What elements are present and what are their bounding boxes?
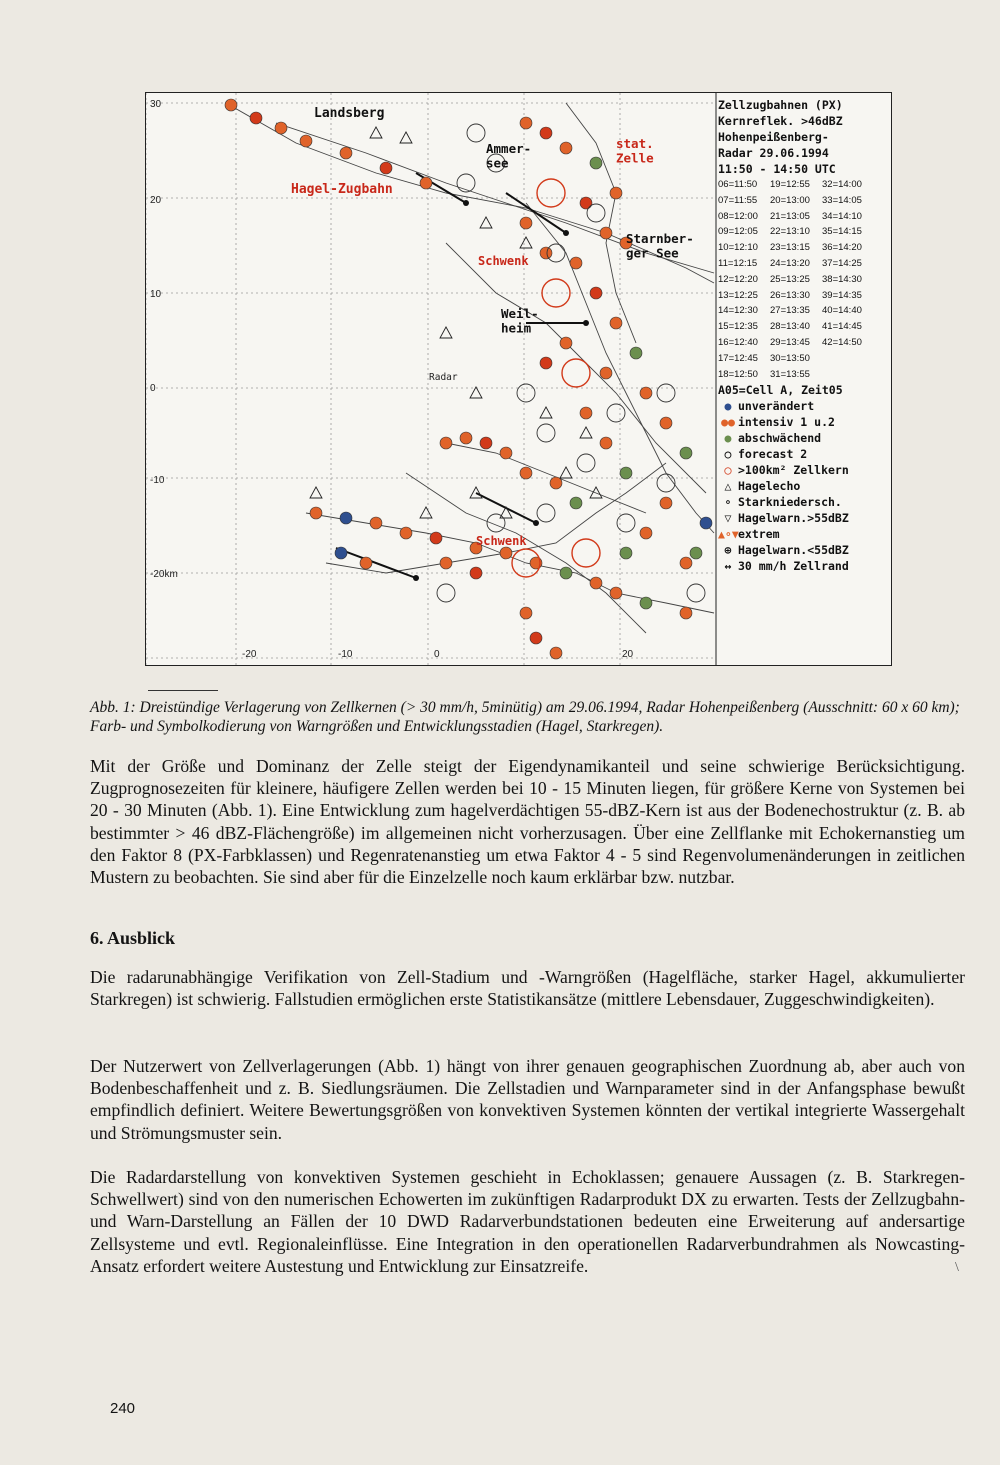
legend-symbol-icon: ● — [724, 431, 732, 446]
legend-symbol-item — [718, 494, 890, 510]
cell-core-dot — [440, 437, 452, 449]
cell-core-dot — [400, 527, 412, 539]
legend-time-cell: 31=13:55 — [770, 368, 810, 380]
y-tick-label: -20km — [150, 569, 178, 580]
forecast-circle — [577, 454, 595, 472]
forecast-circle — [437, 584, 455, 602]
legend-time-cell: 21=13:05 — [770, 210, 810, 222]
forecast-circle — [587, 204, 605, 222]
legend-time-cell: 28=13:40 — [770, 321, 810, 333]
cell-core-dot — [680, 447, 692, 459]
cell-core-dot — [610, 317, 622, 329]
legend-symbol-icon: △ — [724, 479, 732, 494]
direction-arrowhead — [563, 230, 569, 236]
cell-core-dot — [340, 512, 352, 524]
legend-header — [718, 97, 890, 177]
legend-time-cell: 26=13:30 — [770, 289, 810, 301]
cell-core-dot — [630, 347, 642, 359]
cell-core-dot — [335, 547, 347, 559]
cell-core-dot — [540, 247, 552, 259]
cell-core-dot — [570, 257, 582, 269]
map-place-label-line: see — [486, 155, 509, 171]
legend-symbol-item — [718, 526, 890, 542]
legend-header-line: Radar 29.06.1994 — [718, 146, 829, 160]
cell-core-dot — [700, 517, 712, 529]
legend-time-cell: 15=12:35 — [718, 321, 758, 333]
legend-time-cell: 13=12:25 — [718, 289, 758, 301]
cell-core-dot — [560, 567, 572, 579]
hail-echo-triangle — [540, 407, 552, 418]
legend-time-cell — [822, 351, 874, 367]
legend-time-cell: 22=13:10 — [770, 226, 810, 238]
legend-time-cell: 08=12:00 — [718, 210, 758, 222]
forecast-circle — [537, 504, 555, 522]
legend-time-cell: 39=14:35 — [822, 289, 862, 301]
legend-symbol-item — [718, 558, 890, 574]
cell-core-dot — [590, 157, 602, 169]
hail-echo-triangle — [440, 327, 452, 338]
hail-echo-triangle — [520, 237, 532, 248]
paragraph-1: Mit der Größe und Dominanz der Zelle steigt der Eigendynamikanteil und seine schwierige Berücksichtigung. Zugprognosezeiten für kleinere, häufigere Zellen werden bei 10 - 15 Minuten liegen, für größere Kerne von Systemen bei 20 - 30 Minuten (Abb. 1). Eine Entwicklung zum hagelverdächtigen 55-dBZ-Kern ist aus der Bodenechostruktur (z. B. ab bestimmter > 46 dBZ-Flächengröße) im allgemeinen nicht vorherzusagen. Über eine Zellflanke mit Echokernanstieg um den Faktor 8 (PX-Farbklassen) und Regenratenanstieg um etwa Faktor 4 - 5 sind Regenvolumenänderungen in zeitlichen Mustern zu beobachten. Sie sind aber für die Einzelzelle noch kaum erklärbar bzw. nutzbar. — [90, 756, 965, 888]
map-place-label — [314, 106, 384, 121]
cell-core-dot — [275, 122, 287, 134]
cell-core-dot — [660, 497, 672, 509]
direction-arrowhead — [413, 575, 419, 581]
cell-track-line — [446, 243, 706, 493]
section-heading: 6. Ausblick — [90, 928, 176, 948]
cell-core-dot — [480, 437, 492, 449]
map-place-label-line: stat. — [616, 136, 654, 151]
legend-header-line: 11:50 - 14:50 UTC — [718, 162, 836, 176]
cell-core-dot — [590, 577, 602, 589]
legend-time-row — [718, 240, 890, 256]
large-core-ring — [537, 179, 565, 207]
legend-time-cell: 36=14:20 — [822, 242, 862, 254]
legend-symbol-icon: ⊕ — [724, 543, 732, 558]
legend-symbol-label: >100km² Zellkern — [738, 463, 849, 478]
legend-header-line: Zellzugbahnen (PX) — [718, 98, 843, 112]
hail-echo-triangle — [590, 487, 602, 498]
forecast-circle — [687, 584, 705, 602]
legend-symbol-item — [718, 414, 890, 430]
forecast-circle — [467, 124, 485, 142]
map-place-label-line: Schwenk — [478, 254, 529, 268]
hail-echo-triangle — [480, 217, 492, 228]
map-place-label-line: Ammer- — [486, 141, 532, 156]
legend-symbol-icon: ▲∘▼ — [718, 527, 739, 542]
legend-time-row — [718, 193, 890, 209]
legend-symbol-label: Hagelwarn.<55dBZ — [738, 543, 849, 558]
map-place-label-line: Radar — [429, 372, 458, 383]
legend-time-cell: 20=13:00 — [770, 194, 810, 206]
map-place-label — [486, 141, 531, 171]
cell-core-dot — [300, 135, 312, 147]
cell-core-dot — [520, 117, 532, 129]
cell-core-dot — [420, 177, 432, 189]
cell-core-dot — [520, 607, 532, 619]
cell-core-dot — [610, 187, 622, 199]
direction-arrow — [476, 493, 536, 523]
hail-echo-triangle — [470, 387, 482, 398]
cell-core-dot — [550, 647, 562, 659]
cell-core-dot — [580, 407, 592, 419]
hail-echo-triangle — [310, 487, 322, 498]
legend-time-row — [718, 319, 890, 335]
forecast-circle — [657, 384, 675, 402]
legend-symbol-item — [718, 462, 890, 478]
cell-core-dot — [370, 517, 382, 529]
hail-echo-triangle — [580, 427, 592, 438]
legend-time-cell: 19=12:55 — [770, 179, 810, 190]
direction-arrowhead — [463, 200, 469, 206]
legend-time-cell: 24=13:20 — [770, 257, 810, 269]
cell-core-dot — [530, 632, 542, 644]
cell-core-dot — [680, 607, 692, 619]
cell-track-figure — [145, 92, 892, 666]
legend-time-cell — [822, 367, 874, 383]
legend-symbol-item — [718, 430, 890, 446]
cell-core-dot — [570, 497, 582, 509]
legend-symbol-label: Hagelwarn.>55dBZ — [738, 511, 849, 526]
cell-core-dot — [470, 567, 482, 579]
map-place-label — [626, 231, 694, 261]
cell-core-dot — [690, 547, 702, 559]
legend-time-cell: 33=14:05 — [822, 194, 862, 206]
forecast-circle — [487, 514, 505, 532]
map-place-label-line: ger See — [626, 245, 679, 261]
cell-core-dot — [340, 147, 352, 159]
cell-core-dot — [500, 447, 512, 459]
legend-time-row — [718, 303, 890, 319]
cell-core-dot — [540, 127, 552, 139]
legend-symbol-label: Starkniedersch. — [738, 495, 842, 510]
legend-time-cell: 07=11:55 — [718, 194, 758, 206]
y-tick-label: 10 — [150, 289, 162, 300]
y-tick-label: 20 — [150, 195, 162, 206]
legend-symbol-item — [718, 398, 890, 414]
forecast-circle — [517, 384, 535, 402]
map-place-label-line: Landsberg — [314, 106, 385, 121]
cell-core-dot — [360, 557, 372, 569]
cell-core-dot — [500, 547, 512, 559]
legend-symbol-icon: ↔ — [724, 559, 732, 574]
cell-core-dot — [310, 507, 322, 519]
legend-header-line: Hohenpeißenberg- — [718, 130, 829, 144]
map-place-label — [429, 372, 458, 383]
large-core-ring — [572, 539, 600, 567]
legend-time-cell: 41=14:45 — [822, 321, 862, 333]
legend-time-cell: 12=12:20 — [718, 273, 758, 285]
y-tick-label: 0 — [150, 383, 156, 394]
legend-time-cell: 23=13:15 — [770, 242, 810, 254]
paragraph-2: Die radarunabhängige Verifikation von Zell-Stadium und -Warngrößen (Hagelfläche, starker Hagel, akkumulierter Starkregen) ist schwierig. Fallstudien ermöglichen erste Statistikansätze (mittlere Lebensdauer, Zuggeschwindigkeiten). — [90, 967, 965, 1010]
legend-symbol-item — [718, 478, 890, 494]
cell-core-dot — [620, 467, 632, 479]
x-tick-label: 0 — [434, 649, 440, 660]
map-place-label — [501, 306, 539, 336]
legend-symbol-label: extrem — [738, 527, 780, 542]
cell-core-dot — [520, 217, 532, 229]
legend-time-cell: 11=12:15 — [718, 257, 758, 269]
y-tick-label: 30 — [150, 99, 162, 110]
cell-core-dot — [520, 467, 532, 479]
cell-core-dot — [460, 432, 472, 444]
cell-core-dot — [640, 597, 652, 609]
legend-symbol-label: forecast 2 — [738, 447, 808, 462]
legend-time-cell: 27=13:35 — [770, 305, 810, 317]
legend-time-cell: 30=13:50 — [770, 352, 810, 364]
legend-symbol-list — [718, 398, 890, 574]
map-place-label-line: heim — [501, 320, 532, 336]
legend-symbol-icon: ○ — [724, 447, 732, 462]
legend-time-cell: 40=14:40 — [822, 305, 862, 317]
large-core-ring — [562, 359, 590, 387]
direction-arrowhead — [533, 520, 539, 526]
cell-core-dot — [600, 437, 612, 449]
cell-core-dot — [600, 367, 612, 379]
legend-time-cell: 42=14:50 — [822, 336, 862, 348]
legend-time-cell: 38=14:30 — [822, 273, 862, 285]
legend-time-row — [718, 351, 890, 367]
legend-symbol-label: unverändert — [738, 399, 815, 414]
map-place-label-line: Weil- — [501, 306, 539, 321]
cell-core-dot — [225, 99, 237, 111]
legend-time-cell: 09=12:05 — [718, 226, 758, 238]
legend-symbol-icon: ▽ — [724, 511, 732, 526]
hail-echo-triangle — [400, 132, 412, 143]
cell-core-dot — [660, 417, 672, 429]
caption-rule — [148, 690, 218, 691]
legend-time-row — [718, 272, 890, 288]
legend-time-cell: 35=14:15 — [822, 226, 862, 238]
forecast-circle — [607, 404, 625, 422]
x-tick-label: -20 — [242, 649, 257, 660]
direction-arrow — [336, 548, 416, 578]
legend-symbol-icon: ●● — [721, 415, 735, 430]
legend-time-row — [718, 209, 890, 225]
legend-time-cell: 14=12:30 — [718, 305, 758, 317]
legend-time-cell: 32=14:00 — [822, 179, 862, 190]
x-tick-label: -10 — [338, 649, 353, 660]
cell-core-dot — [550, 477, 562, 489]
legend-time-row — [718, 224, 890, 240]
cell-core-dot — [580, 197, 592, 209]
legend-time-cell: 18=12:50 — [718, 368, 758, 380]
legend-symbol-icon: ● — [724, 399, 732, 414]
legend-time-cell: 16=12:40 — [718, 336, 758, 348]
cell-core-dot — [680, 557, 692, 569]
cell-core-dot — [560, 337, 572, 349]
cell-core-dot — [560, 142, 572, 154]
cell-core-dot — [430, 532, 442, 544]
map-place-label — [478, 254, 529, 268]
paragraph-4: Die Radardarstellung von konvektiven Systemen geschieht in Echoklassen; genauere Aussagen (z. B. Starkregen-Schwellwert) sind von den numerischen Echowerten im zukünftigen Radarprodukt DX zu erwarten. Tests der Zellzugbahn- und Warn-Darstellung an Fällen der 10 DWD Radarverbundstationen bedeuten eine Erweiterung auf andersartige Zellsysteme und evtl. Regionaleinflüsse. Eine Integration in den operationellen Radarverbundrahmen als Nowcasting-Ansatz erfordert weitere Austestung und Entwicklung zur Einsatzreife. — [90, 1167, 965, 1276]
legend-time-cell: 17=12:45 — [718, 352, 758, 364]
legend-symbol-label: intensiv 1 u.2 — [738, 415, 835, 430]
cell-core-dot — [600, 227, 612, 239]
map-place-label-line: Zelle — [616, 150, 654, 166]
direction-arrowhead — [583, 320, 589, 326]
cell-core-dot — [640, 527, 652, 539]
page-number: 240 — [110, 1400, 136, 1417]
cell-core-dot — [540, 357, 552, 369]
legend-symbol-item — [718, 446, 890, 462]
legend-symbol-label: 30 mm/h Zellrand — [738, 559, 849, 574]
cell-core-dot — [380, 162, 392, 174]
legend-symbol-item — [718, 542, 890, 558]
y-tick-label: -10 — [150, 475, 165, 486]
legend-time-row — [718, 256, 890, 272]
forecast-circle — [657, 474, 675, 492]
hail-echo-triangle — [560, 467, 572, 478]
legend-time-table — [718, 177, 890, 382]
legend-time-row — [718, 177, 890, 193]
legend-symbol-icon: ∘ — [724, 495, 732, 510]
legend-symbol-label: abschwächend — [738, 431, 822, 446]
hail-echo-triangle — [420, 507, 432, 518]
legend-time-cell: 29=13:45 — [770, 336, 810, 348]
legend-time-row — [718, 367, 890, 383]
map-place-label-line: Starnber- — [626, 231, 694, 246]
cell-core-dot — [620, 547, 632, 559]
figure-caption: Abb. 1: Dreistündige Verlagerung von Zellkernen (> 30 mm/h, 5minütig) am 29.06.1994, Radar Hohenpeißenberg (Ausschnitt: 60 x 60 km); Farb- und Symbolkodierung von Warngrößen und Entwicklungsstadien (Hagel, Starkregen). — [90, 699, 960, 735]
cell-core-dot — [610, 587, 622, 599]
legend-symbol-icon: ◯ — [724, 463, 732, 478]
legend-time-cell: 25=13:25 — [770, 273, 810, 285]
map-place-label-line: Schwenk — [476, 534, 527, 548]
legend-time-row — [718, 335, 890, 351]
cell-core-dot — [640, 387, 652, 399]
paragraph-3: Der Nutzerwert von Zellverlagerungen (Abb. 1) hängt von ihrer genauen geographischen Zuordnung ab, aber auch von Bodenbeschaffenheit und z. B. Siedlungsräumen. Die Zellstadien und Warnparameter sind in der Anfangsphase bewußt empfindlich definiert. Weitere Bewertungsgrößen von konvektiven Systemen könnten der vertikal integrierte Wassergehalt und Strömungsmuster sein. — [90, 1056, 965, 1143]
cell-core-dot — [440, 557, 452, 569]
map-place-label — [616, 136, 654, 166]
hail-echo-triangle — [370, 127, 382, 138]
legend-time-cell: 10=12:10 — [718, 242, 758, 254]
hail-echo-triangle — [470, 487, 482, 498]
figure-legend — [718, 97, 890, 574]
direction-arrow — [506, 193, 566, 233]
map-place-label — [291, 182, 393, 197]
legend-cell-line: A05=Cell A, Zeit05 — [718, 383, 843, 398]
legend-time-cell: 34=14:10 — [822, 210, 862, 222]
cell-core-dot — [250, 112, 262, 124]
legend-time-row — [718, 288, 890, 304]
margin-mark: \ — [955, 1260, 959, 1275]
map-place-label — [476, 534, 527, 548]
cell-core-dot — [590, 287, 602, 299]
legend-time-cell: 06=11:50 — [718, 179, 758, 190]
legend-symbol-item — [718, 510, 890, 526]
legend-time-cell: 37=14:25 — [822, 257, 862, 269]
legend-header-line: Kernreflek. >46dBZ — [718, 114, 843, 128]
legend-symbol-label: Hagelecho — [738, 479, 801, 494]
map-place-label-line: Hagel-Zugbahn — [291, 182, 393, 197]
forecast-circle — [537, 424, 555, 442]
x-tick-label: 20 — [622, 649, 634, 660]
